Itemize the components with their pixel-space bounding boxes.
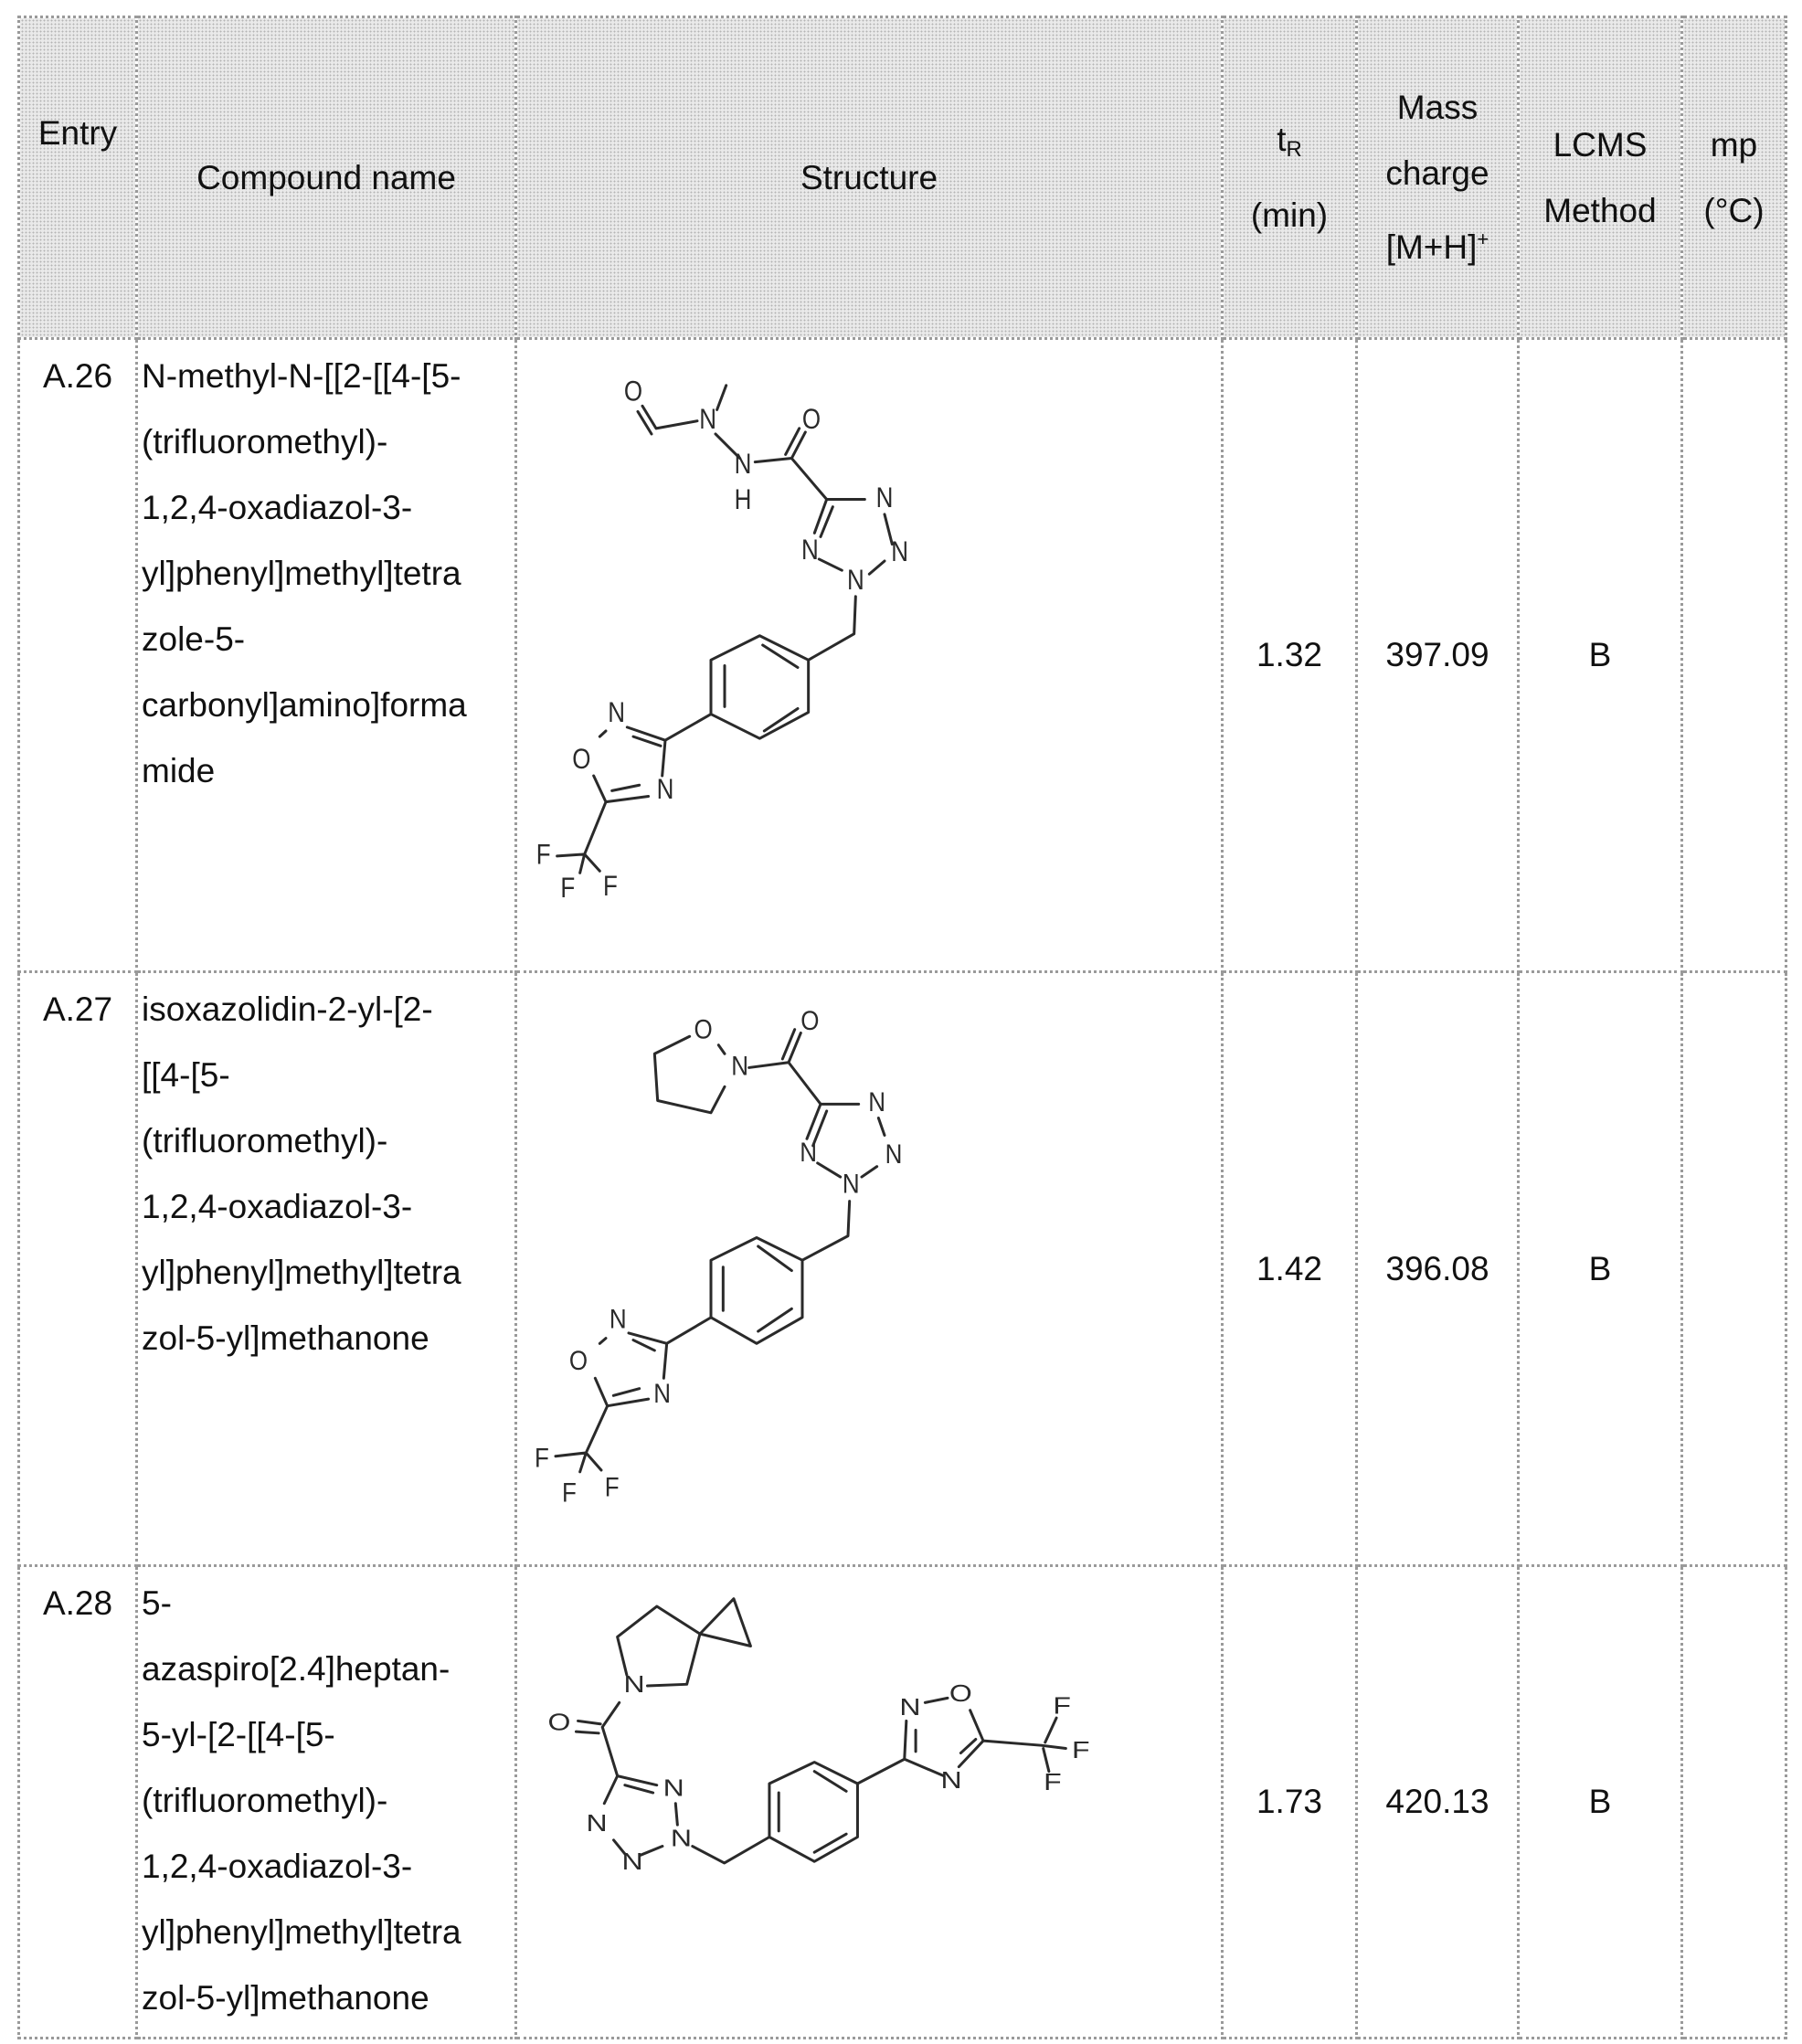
header-compound-name: Compound name [137, 17, 516, 339]
name-line: isoxazolidin-2-yl-[2- [142, 977, 514, 1043]
svg-text:O: O [572, 744, 590, 776]
svg-text:N: N [663, 1775, 684, 1802]
svg-text:N: N [847, 564, 864, 596]
entry-cell: A.27 [19, 972, 137, 1566]
chemical-structure-drawing [514, 350, 971, 944]
mass-charge-cell: 396.08 [1357, 972, 1519, 1566]
compound-name-cell [137, 972, 516, 1566]
header-mass-line1: Mass [1358, 75, 1517, 141]
lcms-method-cell: B [1519, 1566, 1682, 2039]
svg-text:F: F [562, 1477, 577, 1508]
header-entry [19, 17, 137, 339]
mass-charge-cell: 420.13 [1357, 1566, 1519, 2039]
melting-point-cell [1682, 339, 1786, 972]
header-retention-time [1223, 17, 1357, 339]
retention-time-cell: 1.42 [1223, 972, 1357, 1566]
svg-text:N: N [801, 535, 819, 567]
svg-text:F: F [603, 871, 618, 903]
chemical-structure-drawing [524, 1593, 1118, 1885]
name-line: azaspiro[2.4]heptan- [142, 1636, 514, 1702]
retention-time-cell: 1.32 [1223, 339, 1357, 972]
svg-text:N: N [876, 482, 894, 514]
svg-text:N: N [941, 1768, 962, 1795]
entry-cell: A.26 [19, 339, 137, 972]
svg-text:F: F [1072, 1737, 1090, 1763]
svg-text:N: N [587, 1811, 608, 1837]
name-line: (trifluoromethyl)- [142, 1108, 514, 1174]
svg-text:O: O [624, 376, 642, 408]
name-line: zole-5- [142, 607, 514, 673]
compound-name-cell [137, 339, 516, 972]
svg-text:F: F [1053, 1693, 1071, 1720]
mass-charge-cell: 397.09 [1357, 339, 1519, 972]
svg-text:N: N [657, 773, 674, 805]
melting-point-cell [1682, 1566, 1786, 2039]
svg-text:F: F [605, 1472, 620, 1502]
table-row [19, 339, 1786, 972]
svg-text:O: O [802, 404, 821, 436]
name-line: yl]phenyl]methyl]tetra [142, 1240, 514, 1306]
chemical-structure-drawing [524, 990, 935, 1538]
name-line: 5-yl-[2-[[4-[5- [142, 1702, 514, 1768]
entry-cell: A.28 [19, 1566, 137, 2039]
name-line: (trifluoromethyl)- [142, 1768, 514, 1834]
svg-text:F: F [536, 839, 551, 871]
svg-text:N: N [885, 1139, 903, 1170]
header-structure: Structure [516, 17, 1223, 339]
name-line: N-methyl-N-[[2-[[4-[5- [142, 344, 514, 409]
compound-name-cell [137, 1566, 516, 2039]
name-line: mide [142, 738, 514, 804]
name-line: 1,2,4-oxadiazol-3- [142, 475, 514, 541]
header-tr-unit: (min) [1224, 183, 1355, 249]
header-row [19, 17, 1786, 339]
svg-text:N: N [608, 697, 625, 729]
name-line: yl]phenyl]methyl]tetra [142, 1900, 514, 1965]
svg-text:O: O [569, 1345, 588, 1375]
header-tr [1224, 107, 1355, 183]
svg-text:N: N [735, 449, 752, 481]
header-mass-ion: [M+H] [1386, 228, 1478, 266]
header-mass-charge [1357, 17, 1519, 339]
svg-text:N: N [653, 1379, 671, 1409]
svg-text:O: O [694, 1014, 713, 1044]
header-tr-main: t [1277, 121, 1286, 158]
header-melting-point [1682, 17, 1786, 339]
svg-text:O: O [949, 1681, 972, 1708]
compound-data-table [17, 16, 1787, 2039]
lcms-method-cell: B [1519, 339, 1682, 972]
structure-cell [516, 339, 1223, 972]
name-line: yl]phenyl]methyl]tetra [142, 541, 514, 607]
header-lcms-method [1519, 17, 1682, 339]
svg-text:N: N [622, 1848, 643, 1875]
header-entry-label: Entry [20, 101, 135, 166]
svg-text:N: N [610, 1304, 627, 1334]
retention-time-cell: 1.73 [1223, 1566, 1357, 2039]
svg-text:O: O [548, 1710, 571, 1736]
header-lcms-line1: LCMS [1520, 112, 1680, 178]
svg-text:F: F [1044, 1770, 1062, 1796]
svg-text:F: F [560, 873, 575, 905]
lcms-method-cell: B [1519, 972, 1682, 1566]
header-mp-line1: mp [1683, 112, 1785, 178]
svg-text:N: N [671, 1826, 692, 1852]
svg-text:N: N [891, 536, 908, 568]
svg-text:N: N [843, 1169, 860, 1199]
header-mass-line2: charge [1358, 141, 1517, 207]
table-row [19, 972, 1786, 1566]
name-line: zol-5-yl]methanone [142, 1965, 514, 2031]
structure-cell [516, 1566, 1223, 2039]
svg-text:N: N [699, 404, 716, 436]
header-mass-line3 [1358, 207, 1517, 281]
name-line: [[4-[5- [142, 1043, 514, 1108]
name-line: carbonyl]amino]forma [142, 673, 514, 738]
svg-text:N: N [624, 1672, 645, 1699]
melting-point-cell [1682, 972, 1786, 1566]
svg-text:F: F [535, 1443, 549, 1473]
header-tr-sub: R [1286, 137, 1301, 162]
svg-text:O: O [800, 1005, 819, 1035]
name-line: (trifluoromethyl)- [142, 409, 514, 475]
name-line: 5- [142, 1571, 514, 1636]
name-line: 1,2,4-oxadiazol-3- [142, 1834, 514, 1900]
svg-text:N: N [868, 1087, 885, 1117]
structure-cell [516, 972, 1223, 1566]
svg-text:N: N [800, 1138, 817, 1168]
svg-text:H: H [735, 484, 752, 516]
name-line: zol-5-yl]methanone [142, 1306, 514, 1371]
header-mp-line2: (°C) [1683, 178, 1785, 244]
svg-text:N: N [731, 1051, 748, 1081]
header-mass-sup: + [1477, 228, 1489, 250]
name-line: 1,2,4-oxadiazol-3- [142, 1174, 514, 1240]
svg-text:N: N [899, 1695, 920, 1721]
header-lcms-line2: Method [1520, 178, 1680, 244]
table-row [19, 1566, 1786, 2039]
